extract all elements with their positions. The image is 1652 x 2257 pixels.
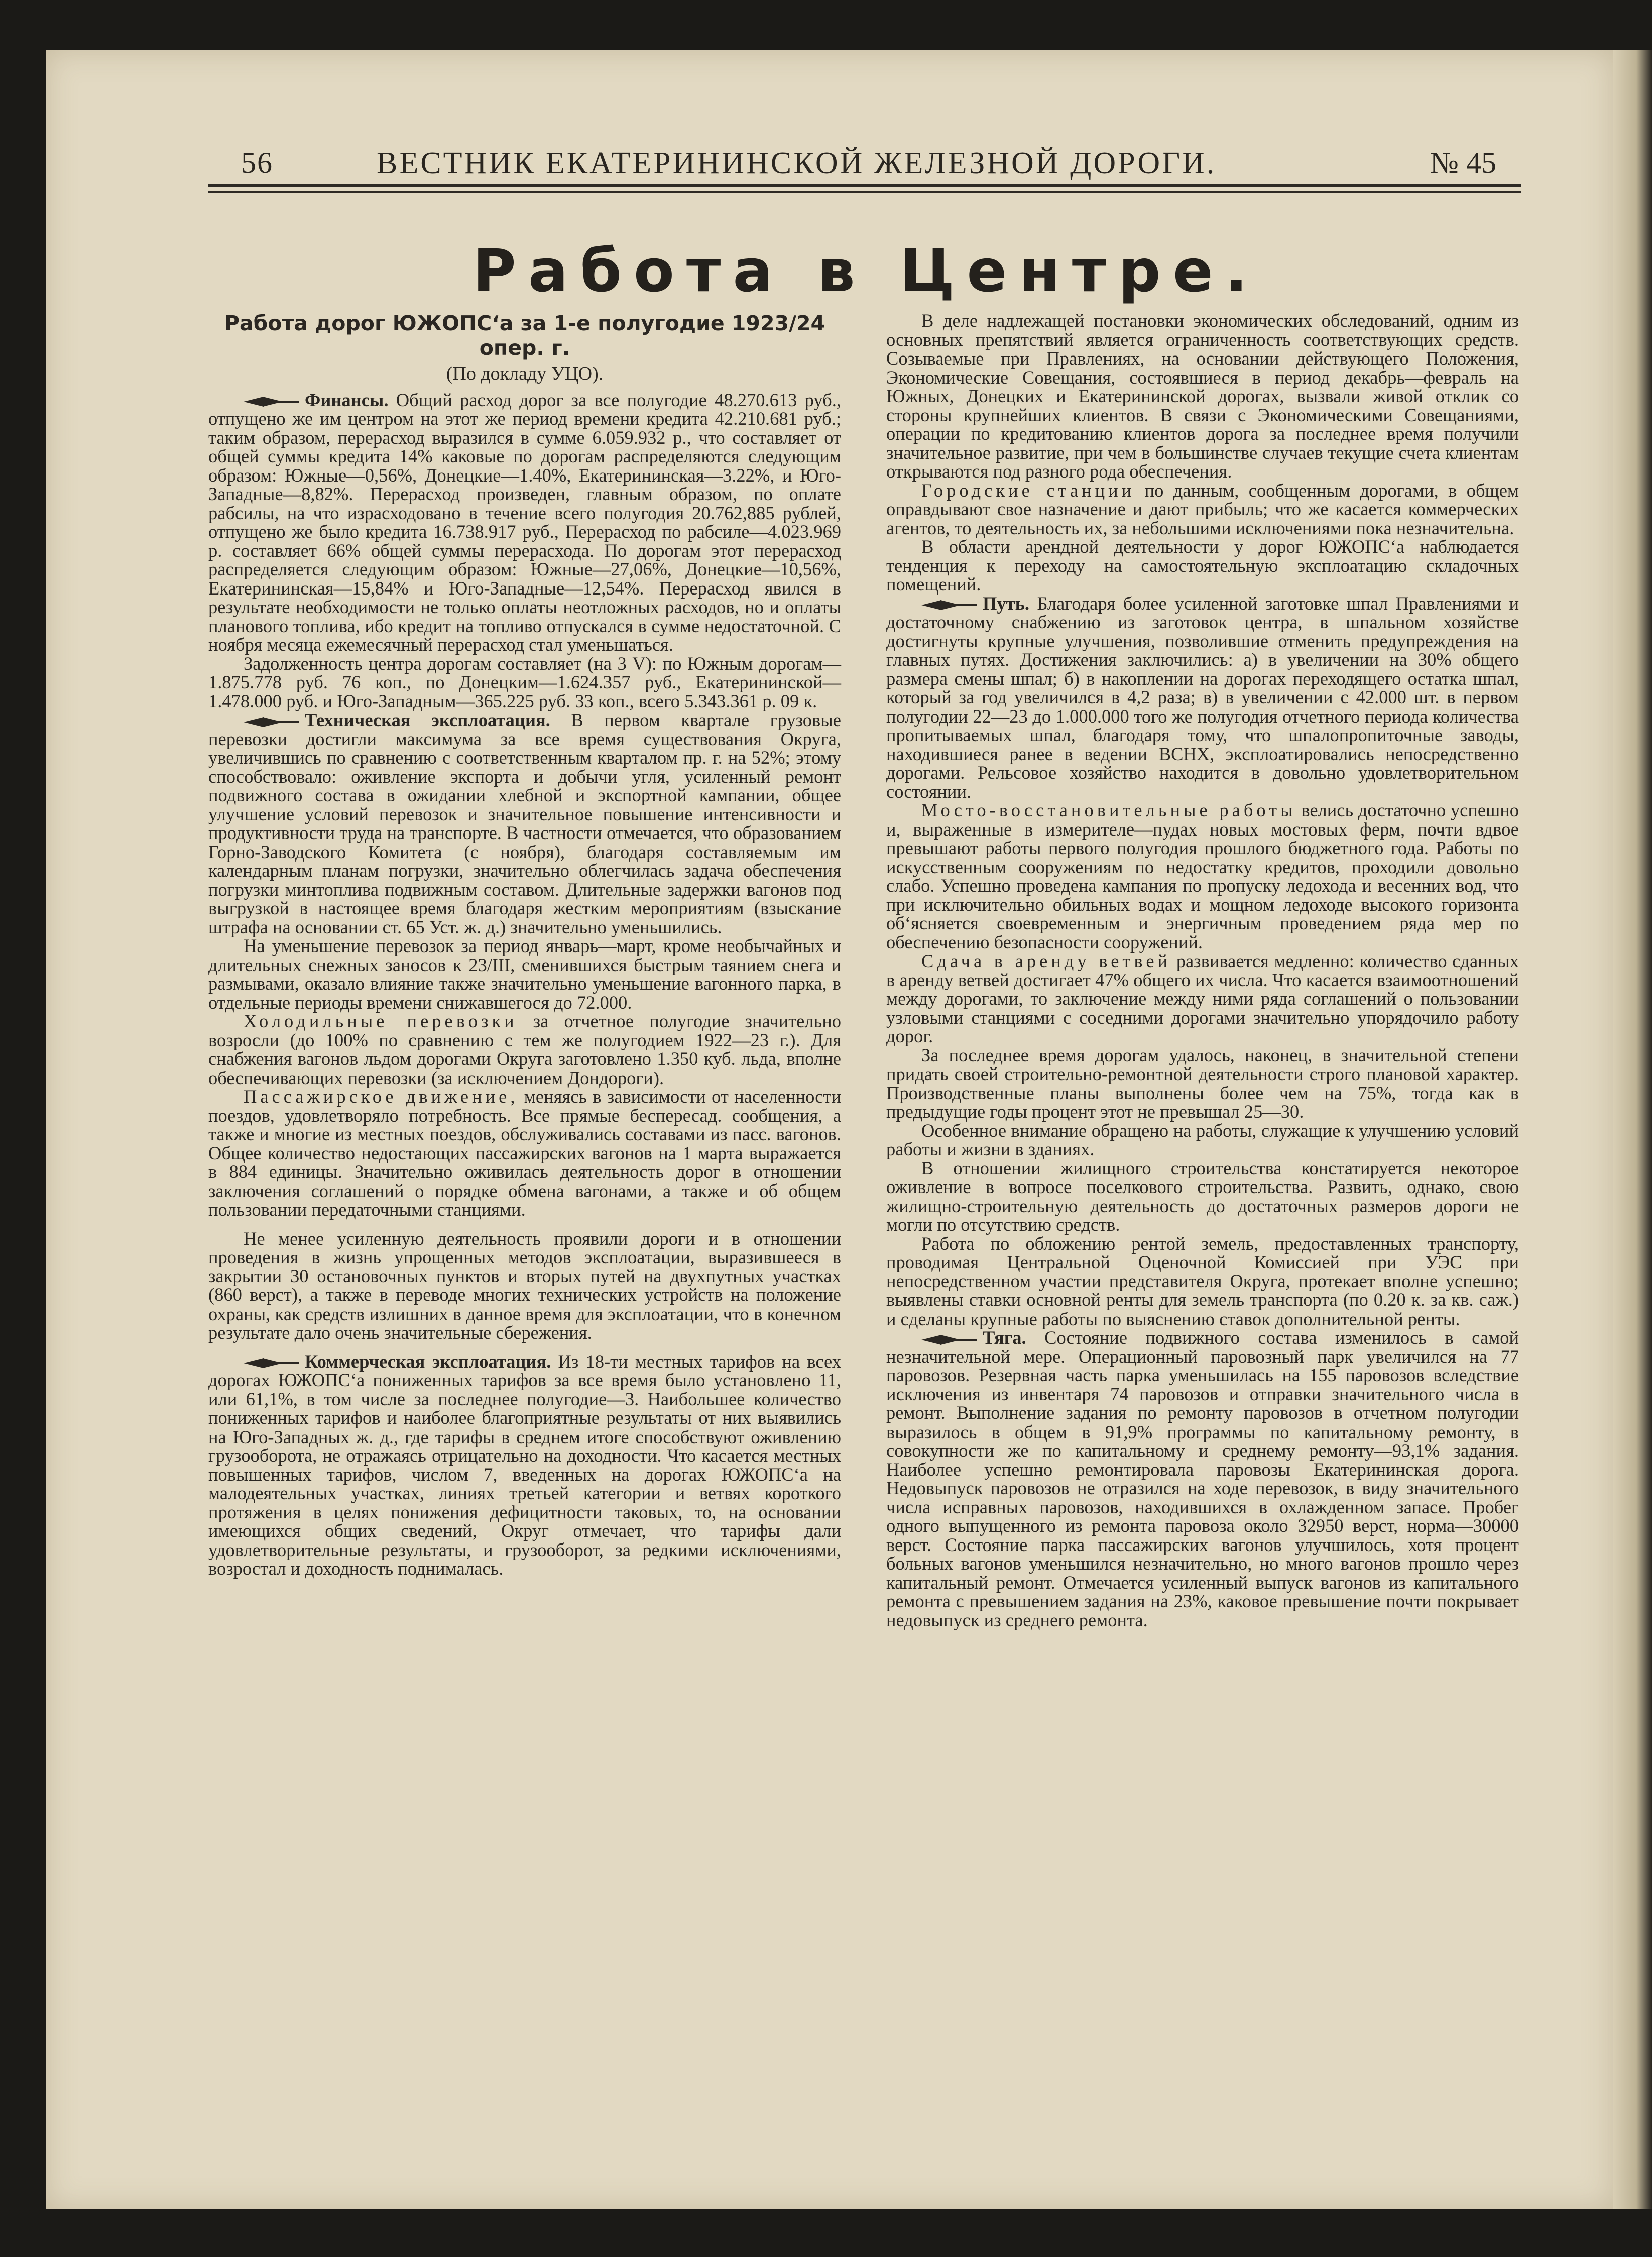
paragraph-text: В деле надлежащей постановки экономических обследований, одним из основных препятствий является ограниченность соответствующих средств. Созываемые при Правлениях, на основании действующего Положения, Экономические Совещания, состоявшиеся в период декабрь—февраль на Южных, Донецких и Екатерининской дорогах, вызвали живой отклик со стороны крупнейших клиентов. В связи с Экономическими Совещаниями, операции по кредитованию клиентов дорога за последнее время получили значительное развитие, при чем в большинстве случаев текущие счета клиентам открываются под разного рода обеспечения. [886,310,1519,482]
paragraph [886,1328,1519,1629]
header-rule [208,184,1521,187]
paragraph-text: В отношении жилищного строительства констатируется некоторое оживление в вопросе поселкового строительства. Развить, однако, свою жилищно-строительную деятельность до достаточных размеров дороги не могли по отсутствию средств. [886,1157,1519,1235]
paragraph-text: Состояние подвижного состава изменилось в самой незначительной мере. Операционный паровозный парк увеличился на 77 паровозов. Резервная часть парка уменьшилась на 155 паровозов вследствие исключения из инвентаря 74 паровозов и отправки значительного числа в ремонт. Выполнение задания по ремонту паровозов в отчетном полугодии выразилось в общем в 91,9% программы по капитальному ремонту, в совокупности же по капитальному и среднему ремонту—93,1% задания. Наиболее успешно ремонтировала паровозы Екатерининская дорога. Недовыпуск паровозов не отразился на ходе перевозок, в виду значительного числа исправных паровозов, находившихся в охлажденном запасе. Пробег одного выпущенного из ремонта паровоза около 32950 верст, норма—30000 верст. Состояние парка пассажирских вагонов улучшилось, хотя процент больных вагонов уменьшился незначительно, но много вагонов прошло через капитальный ремонт. Отмечается усиленный выпуск вагонов из капитального ремонта с превышением задания на 23%, каковое превышение почти покрывает недовыпуск из среднего ремонта. [886,1327,1519,1630]
paragraph [208,654,841,711]
paragraph [886,1234,1519,1329]
paragraph-lead: Техническая эксплоатация. [305,709,550,730]
section-marker-icon [244,1358,299,1368]
paragraph-lead: Финансы. [305,389,389,410]
paragraph-text: Задолженность центра дорогам составляет (на 3 V): по Южным дорогам—1.875.778 руб. 76 коп., по Донецким—1.624.357 руб., Екатерининской—1.478.000 руб. и Юго-Западным—365.225 руб. 33 коп., всего 5.343.361 р. 09 к. [208,653,841,711]
section-marker-icon [244,397,299,407]
paragraph [208,710,841,936]
paragraph-text: Благодаря более усиленной заготовке шпал Правлениями и достаточному снабжению из заготовок центра, в шпальном хозяйстве достигнуты крупные улучшения, позволившие отменить предупреждения на главных путях. Достижения заключились: а) в увеличении на 30% общего размера смены шпал; б) в накоплении на дорогах переходящего остатка шпал, который за год увеличился в 4,2 раза; в) в увеличении с 42.000 шт. в первом полугодии 22—23 до 1.000.000 того же полугодия отчетного периода количества пропитываемых шпал, благодаря тому, что шпалопропиточные заводы, находившиеся ранее в ведении ВСНХ, эксплоатировались непосредственно дорогами. Рельсовое хозяйство находится в довольно удовлетворительном состоянии. [886,592,1519,802]
paragraph-text: за отчетное полугодие значительно возросли (до 100% по сравнению с тем же полугодием 1922—23 г.). Для снабжения вагонов льдом дорогами Округа заготовлено 1.350 куб. льда, вполне обеспечивающих перевозки (за исключением Дондороги). [208,1011,841,1088]
paragraph-text: Работа по обложению рентой земель, предоставленных транспорту, проводимая Центральной Оценочной Комиссией при УЭС при непосредственном участии представителя Округа, протекает вполне успешно; выявлены ставки основной ренты для земель транспорта (по 0.20 к. за кв. саж.) и сделаны крупные работы по выяснению ставок дополнительной ренты. [886,1233,1519,1329]
paragraph [886,1046,1519,1121]
paragraph-text: За последнее время дорогам удалось, наконец, в значительной степени придать своей строительно-ремонтной деятельности строго плановой характер. Производственные планы выполнены более чем на 75%, тогда как в предыдущие годы процент этот не превышал 25—30. [886,1044,1519,1122]
paragraph [886,594,1519,801]
paragraph [886,537,1519,594]
paragraph [886,1121,1519,1159]
paragraph-text: Особенное внимание обращено на работы, служащие к улучшению условий работы и жизни в зданиях. [886,1120,1519,1159]
paragraph [208,1012,841,1087]
paragraph-text: по данным, сообщенным дорогами, в общем оправдывают свое назначение и дают прибыль; что же касается коммерческих агентов, то деятельность их, за небольшими исключениями пока незначительна. [886,480,1519,538]
paragraph-lead: Сдача в аренду ветвей [921,951,1171,971]
paragraph-lead: Мосто-восстановительные работы [921,800,1296,820]
section-marker-icon [244,717,299,727]
paragraph [886,952,1519,1046]
paragraph-text: В первом квартале грузовые перевозки достигли максимума за все время существования Округа, увеличившись по сравнению с соответственным кварталом пр. г. на 52%; этому способствовало: оживление экспорта и добычи угля, усиленный ремонт подвижного состава в ожидании хлебной и экспортной кампании, общее улучшение условий перевозок и значительное повышение интенсивности и продуктивности труда на транспорте. В частности отмечается, что образованием Горно-Заводского Комитета (с ноября), благодаря составляемым им календарным планам погрузки, значительно облегчилась задача обеспечения погрузки минтоплива подвижным составом. Длительные задержки вагонов под выгрузкой в настоящее время благодаря жестким мероприятиям (взыскание штрафа на основании ст. 65 Уст. ж. д.) значительно уменьшились. [208,709,842,937]
paragraph-lead: Тяга. [983,1327,1026,1348]
section-marker-icon [921,600,977,610]
article-heading: Работа дорог ЮЖОПС‘а за 1-е полугодие 1923/24 опер. г. [224,311,825,360]
paragraph-text: велись достаточно успешно и, выраженные в измерителе—пудах новых мостовых ферм, почти вдвое превышают работы первого полугодия прошлого бюджетного года. Работы по искусственным сооружениям по недостатку кредитов, проходили довольно слабо. Успешно проведена кампания по пропуску ледохода и весенних вод, что при исключительно обильных водах и мощном ледоходе высокого горизонта об‘ясняется своевременным и энергичным проведением ряда мер по обеспечению безопасности сооружений. [886,800,1519,953]
paragraph [886,481,1519,538]
right-column [886,311,1519,1629]
paragraph-text: На уменьшение перевозок за период январь—март, кроме необычайных и длительных снежных заносов к 23/III, сменившихся быстрым таянием снега и размывами, оказало влияние также значительно уменьшение вагонного парка, в отдельные периоды времени снижавшегося до 72.000. [208,935,841,1013]
left-column [208,311,841,1578]
paragraph [886,801,1519,952]
paragraph [208,936,841,1012]
page-edge-shadow [1613,50,1652,2209]
header-rule-thin [208,191,1521,193]
paragraph [886,1159,1519,1234]
paragraph-lead: Пассажирское движение, [244,1086,519,1107]
paragraph [208,1352,841,1578]
paragraph-lead: Городские станции [921,480,1135,501]
section-title: Работа в Центре. [473,236,1260,305]
journal-title: ВЕСТНИК ЕКАТЕРИНИНСКОЙ ЖЕЛЕЗНОЙ ДОРОГИ. [377,146,1217,180]
paragraph-text: меняясь в зависимости от населенности поездов, удовлетворяло потребность. Все прямые беспересад. сообщения, а также и многие из местных поездов, обслуживались составами из пасс. вагонов. Общее количество недостающих пассажирских вагонов на 1 марта выражается в 884 единицы. Значительно оживилась деятельность дорог в отношении заключения соглашений о порядке обмена вагонами, а также и об общем пользовании передаточными станциями. [208,1086,841,1220]
paragraph [208,391,841,654]
paragraph-text: развивается медленно: количество сданных в аренду ветвей достигает 47% общего их числа. Что касается взаимоотношений между дорогами, то заключение между ними ряда соглашений о пользовании узловыми станциями с соседними дорогами значительно упорядочило работу дорог. [886,951,1519,1046]
article-source: (По докладу УЦО). [446,363,604,384]
paragraph-text: Общий расход дорог за все полугодие 48.270.613 руб., отпущено же им центром на этот же период времени кредита 42.210.681 руб.; таким образом, перерасход выразился в сумме 6.059.932 р., что составляет от общей суммы кредита 14% каковые по дорогам распределяются следующим образом: Южные—0,56%, Донецкие—1.40%, Екатерининская—3.22%, и Юго-Западные—8,82%. Перерасход произведен, главным образом, по оплате рабсилы, на что израсходовано в течение всего полугодия 20.762,885 рублей, отпущено же было кредита 16.738.917 руб., Перерасход по рабсиле—4.023.969 р. составляет 66% общей суммы перерасхода. По дорогам этот перерасход распределяется следующим образом: Южные—27,06%, Донецкие—10,56%, Екатерининская—15,84% и Юго-Западные—12,54%. Перерасход явился в результате необходимости не только оплаты неотложных расходов, но и оплаты планового топлива, ибо кредит на топливо отпускался в сумме недостаточной. С ноября месяца ежемесячный перерасход стал уменьшаться. [208,389,841,655]
running-header [191,146,1526,181]
issue-number: № 45 [1430,146,1496,179]
paragraph-lead: Холодильные перевозки [244,1011,518,1031]
section-marker-icon [921,1335,977,1345]
paragraph [886,311,1519,481]
paragraph [208,1229,841,1342]
paragraph-text: В области арендной деятельности у дорог ЮЖОПС‘а наблюдается тенденция к переходу на самостоятельную эксплоатацию складочных помещений. [886,536,1519,595]
paragraph [208,1087,841,1219]
paragraph-text: Из 18-ти местных тарифов на всех дорогах ЮЖОПС‘а пониженных тарифов за все время было установлено 11, или 61,1%, в том числе за последнее полугодие—3. Наибольшее количество пониженных тарифов и наиболее благоприятные результаты от них выявились на Юго-Западных ж. д., где тарифы в среднем итоге способствуют оживлению грузооборота, не отражаясь отрицательно на доходности. Что касается местных повышенных тарифов, числом 7, введенных на дорогах ЮЖОПС‘а на малодеятельных участках, линиях третьей категории и ветвях короткого протяжения в целях понижения дефицитности таковых, то, на основании имеющихся общих сведений, Округ отмечает, что тарифы дали удовлетворительные результаты, и грузооборот, за редкими исключениями, возростал и доходность поднималась. [208,1351,842,1579]
paragraph-lead: Коммерческая эксплоатация. [305,1351,551,1372]
page-number: 56 [241,146,273,179]
paragraph-lead: Путь. [983,592,1029,614]
paragraph-text: Не менее усиленную деятельность проявили дороги и в отношении проведения в жизнь упрощенных методов эксплоатации, выразившееся в закрытии 30 остановочных пунктов и вторых путей на двухпутных участках (860 верст), а также в переводе многих технических устройств на положение охраны, как средств излишних в данное время для эксплоатации, что в конечном результате дало очень значительные сбережения. [208,1228,841,1343]
